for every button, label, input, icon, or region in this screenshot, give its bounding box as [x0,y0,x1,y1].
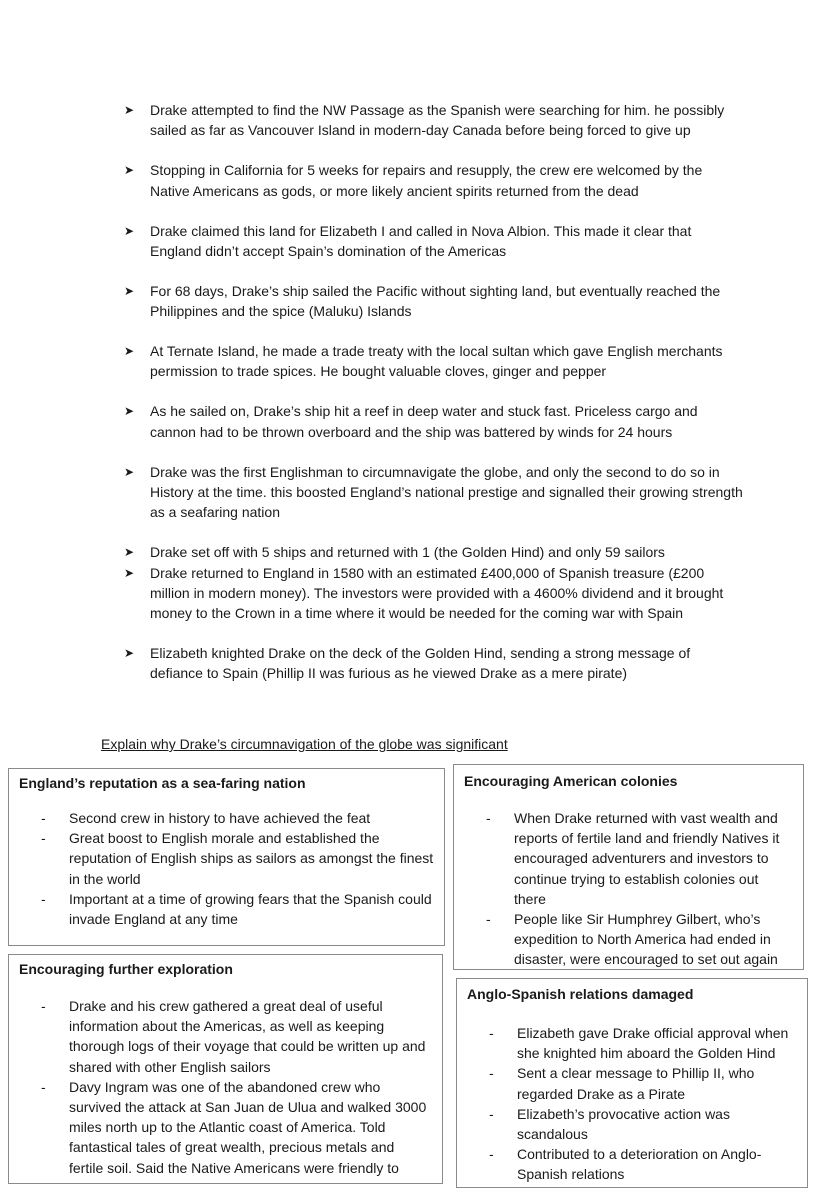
bullet-text: Drake returned to England in 1580 with an estimated £400,000 of Spanish treasure (£200 million in modern money). The investors were provided with a 4600% dividend and it brought money to the Crown in a time where it would be needed for the coming war with Spain [150,564,724,622]
bullet-text: Drake set off with 5 ships and returned with 1 (the Golden Hind) and only 59 sailors [150,544,665,561]
arrow-bullet-icon: ➤ [124,545,135,560]
dash-bullet-icon: - [489,1146,494,1163]
box-list-item [464,808,793,909]
box-list [464,808,793,970]
box-list-item [464,909,793,970]
box-list [19,996,432,1178]
box-item-text: Elizabeth gave Drake official approval when she knighted him aboard the Golden Hind [517,1025,789,1062]
box-item-text: When Drake returned with vast wealth and reports of fertile land and friendly Natives it encouraged adventurers and investors to continue trying to establish colonies out there [514,810,780,907]
bullet-item [124,401,744,442]
bullet-item [124,563,744,624]
box-list-item [19,808,434,828]
arrow-bullet-icon: ➤ [124,464,135,479]
bullet-item [124,160,744,201]
dash-bullet-icon: - [489,1105,494,1122]
bullet-text: Stopping in California for 5 weeks for repairs and resupply, the crew ere welcomed by the Native Americans as gods, or more likely ancient spirits returned from the dead [150,162,703,199]
box-title: Encouraging American colonies [464,773,678,789]
section-heading: Explain why Drake’s circumnavigation of the globe was significant [101,736,508,752]
box-list [19,808,434,929]
arrow-bullet-icon: ➤ [124,223,135,238]
bullet-text: At Ternate Island, he made a trade treaty with the local sultan which gave English merchants permission to trade spices. He bought valuable cloves, ginger and pepper [150,343,723,380]
arrow-bullet-icon: ➤ [124,565,135,580]
drake-voyage-bullet-list [124,100,744,684]
box-list-item [467,1023,797,1063]
dash-bullet-icon: - [486,810,491,826]
dash-bullet-icon: - [489,1065,494,1082]
bullet-item [124,462,744,523]
dash-bullet-icon: - [41,810,46,826]
dash-bullet-icon: - [41,890,46,907]
box-item-text: Elizabeth’s provocative action was scandalous [517,1105,730,1143]
bullet-text: Drake attempted to find the NW Passage as the Spanish were searching for him. he possibly sailed as far as Vancouver Island in modern-day Canada before being forced to give up [150,102,725,139]
anglo-spanish-box [456,978,808,1188]
box-item-text: Important at a time of growing fears that the Spanish could invade England at any time [69,890,432,928]
box-item-text: Great boost to English morale and established the reputation of English ships as sailors as amongst the finest in the world [69,830,434,887]
bullet-text: Drake was the first Englishman to circumnavigate the globe, and only the second to do so in History at the time. this boosted England’s national prestige and signalled their growing strength as a seafaring nation [150,463,743,521]
exploration-box [8,954,443,1184]
box-item-text: Sent a clear message to Phillip II, who regarded Drake as a Pirate [517,1065,755,1102]
bullet-item [124,281,744,322]
bullet-item [124,221,744,262]
box-list-item [19,889,434,929]
bullet-item [124,100,744,141]
bullet-item [124,542,744,562]
box-list-item [467,1144,797,1184]
dash-bullet-icon: - [41,830,46,847]
box-title: England’s reputation as a sea-faring nation [19,775,306,791]
arrow-bullet-icon: ➤ [124,103,135,117]
box-list-item [19,828,434,889]
box-list [467,1023,797,1185]
bullet-text: For 68 days, Drake’s ship sailed the Pacific without sighting land, but eventually reached the Philippines and the spice (Maluku) Islands [150,282,721,320]
arrow-bullet-icon: ➤ [124,404,135,419]
box-item-text: Second crew in history to have achieved the feat [69,810,371,826]
dash-bullet-icon: - [489,1025,494,1041]
reputation-box [8,768,445,946]
bullet-item [124,341,744,382]
bullet-text: As he sailed on, Drake’s ship hit a reef in deep water and stuck fast. Priceless cargo and cannon had to be thrown overboard and the ship was battered by winds for 24 hours [150,403,698,440]
dash-bullet-icon: - [41,998,46,1014]
bullet-text: Elizabeth knighted Drake on the deck of the Golden Hind, sending a strong message of defiance to Spain (Phillip II was furious as he viewed Drake as a mere pirate) [150,645,691,682]
box-list-item [19,1077,432,1178]
box-item-text: Drake and his crew gathered a great deal of useful information about the Americas, as well as keeping thorough logs of their voyage that could be written up and shared with other English sailors [69,998,426,1075]
box-item-text: Contributed to a deterioration on Anglo-Spanish relations [517,1146,762,1183]
box-title: Anglo-Spanish relations damaged [467,986,694,1002]
arrow-bullet-icon: ➤ [124,163,135,178]
arrow-bullet-icon: ➤ [124,646,135,661]
box-list-item [467,1063,797,1103]
bullet-text: Drake claimed this land for Elizabeth I and called in Nova Albion. This made it clear that England didn’t accept Spain’s domination of the Americas [150,222,692,259]
box-list-item [19,996,432,1077]
dash-bullet-icon: - [486,911,491,928]
dash-bullet-icon: - [41,1078,46,1095]
colonies-box [453,764,804,970]
box-item-text: Davy Ingram was one of the abandoned crew who survived the attack at San Juan de Ulua and walked 3000 miles north up to the Atlantic coast of America. Told fantastical tales of great wealth, precious metals and fertile soil. Said the Native Americans were friendly to [69,1078,427,1176]
box-list-item [467,1104,797,1144]
box-title: Encouraging further exploration [19,961,233,977]
bullet-item [124,643,744,684]
arrow-bullet-icon: ➤ [124,283,135,298]
arrow-bullet-icon: ➤ [124,344,135,359]
box-item-text: People like Sir Humphrey Gilbert, who’s expedition to North America had ended in disaster, were encouraged to set out again [514,911,778,968]
